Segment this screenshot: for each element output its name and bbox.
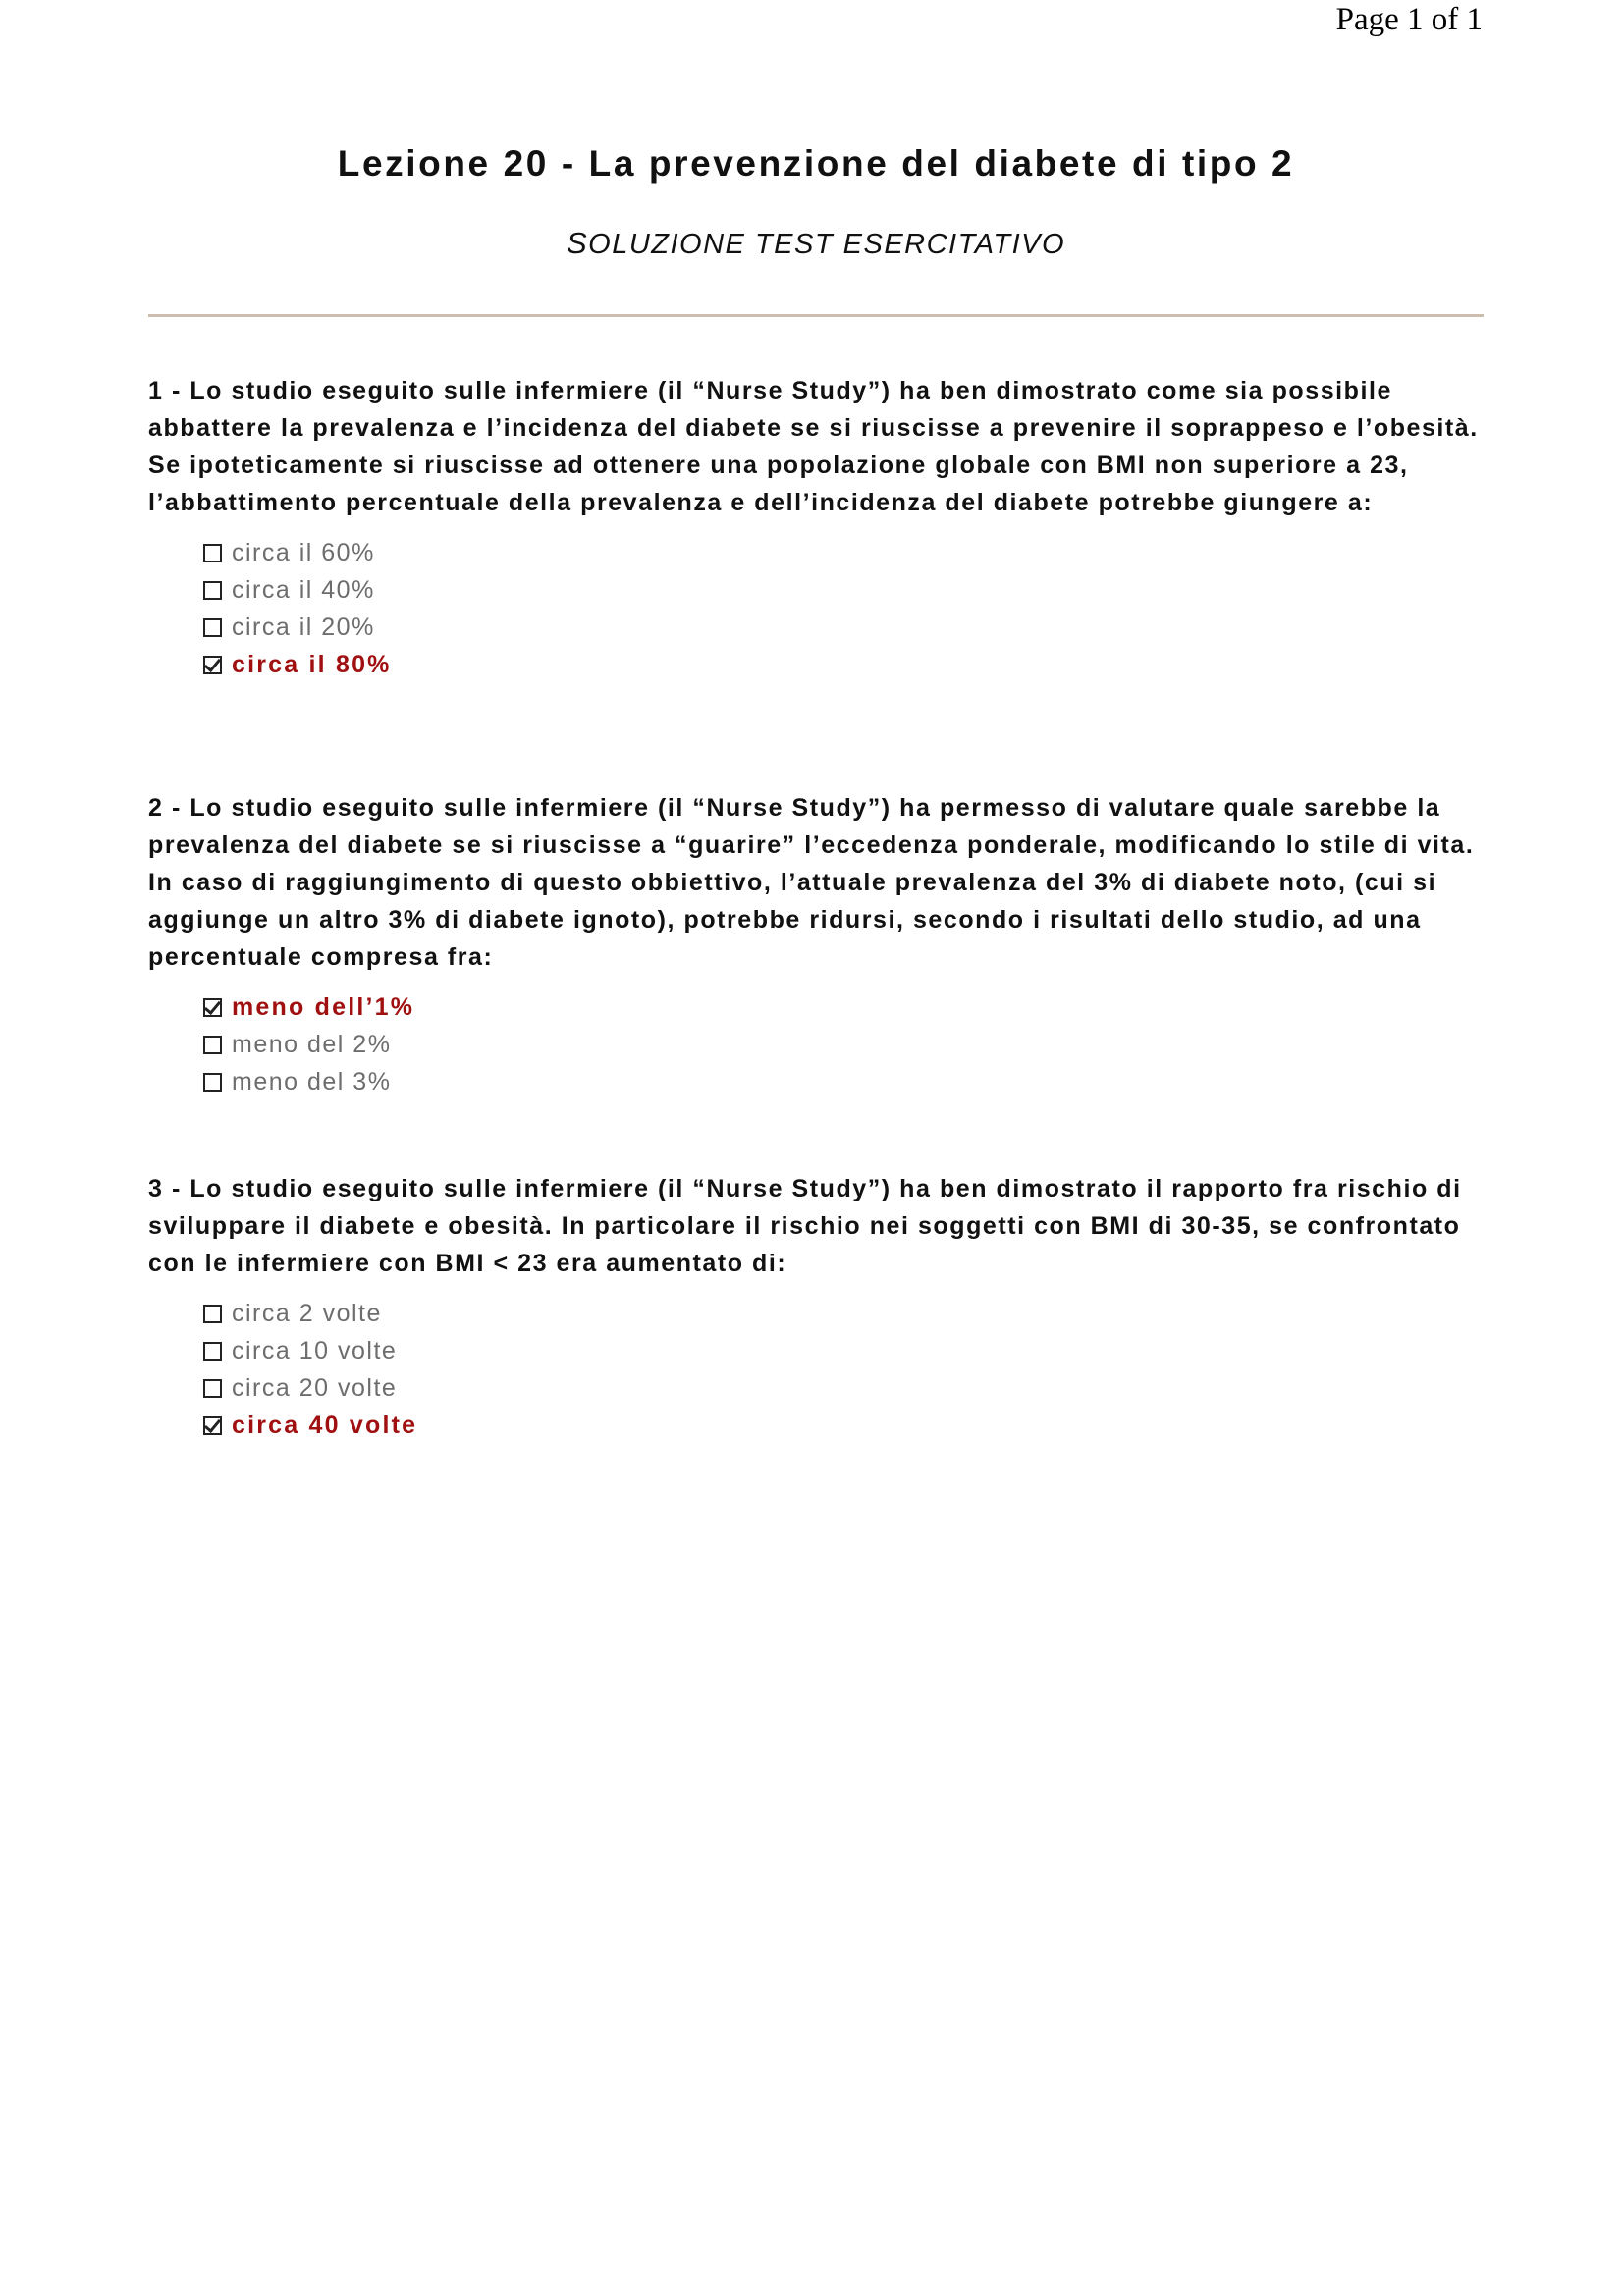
answer-label: meno del 3% xyxy=(232,1067,392,1095)
answer-option xyxy=(203,609,1493,646)
answer-option xyxy=(203,1369,1493,1407)
answer-label: circa il 40% xyxy=(232,575,375,604)
answer-label: circa 40 volte xyxy=(232,1411,418,1439)
checkmark-icon xyxy=(204,654,221,671)
answer-label: circa il 20% xyxy=(232,613,375,641)
answer-label: circa 2 volte xyxy=(232,1299,382,1327)
document-subtitle xyxy=(148,226,1484,261)
question-text: 3 - Lo studio eseguito sulle infermiere (il “Nurse Study”) ha ben dimostrato il rapporto fra rischio di sviluppare il diabete e obesità. In particolare il rischio nei soggetti con BMI di 30-35, se confrontato con le infermiere con BMI < 23 era aumentato di: xyxy=(148,1175,1462,1277)
question-3 xyxy=(148,1170,1493,1444)
subtitle-initial: S xyxy=(566,226,589,260)
answer-option xyxy=(203,1295,1493,1332)
correct-answer-option xyxy=(203,988,1493,1026)
answer-option xyxy=(203,1026,1493,1063)
checkbox-empty-icon xyxy=(203,581,222,600)
question-text: 1 - Lo studio eseguito sulle infermiere (il “Nurse Study”) ha ben dimostrato come sia possibile abbattere la prevalenza e l’incidenza del diabete se si riuscisse a prevenire il soprappeso e l’obesità. Se ipoteticamente si riuscisse ad ottenere una popolazione globale con BMI non superiore a 23, l’abbattimento percentuale della prevalenza e dell’incidenza del diabete potrebbe giungere a: xyxy=(148,377,1479,516)
answer-options xyxy=(148,988,1493,1100)
page-number: Page 1 of 1 xyxy=(1335,2,1483,37)
answer-option xyxy=(203,534,1493,571)
answer-label: circa il 60% xyxy=(232,538,375,566)
correct-answer-option xyxy=(203,1407,1493,1444)
checkbox-empty-icon xyxy=(203,1036,222,1054)
answer-label: meno dell’1% xyxy=(232,992,415,1021)
answer-label: meno del 2% xyxy=(232,1030,392,1058)
answer-label: circa 20 volte xyxy=(232,1373,398,1402)
answer-label: circa il 80% xyxy=(232,650,392,678)
answer-options xyxy=(148,1295,1493,1444)
answer-label: circa 10 volte xyxy=(232,1336,398,1364)
question-text: 2 - Lo studio eseguito sulle infermiere (il “Nurse Study”) ha permesso di valutare quale sarebbe la prevalenza del diabete se si riuscisse a “guarire” l’eccedenza ponderale, modificando lo stile di vita. In caso di raggiungimento di questo obbiettivo, l’attuale prevalenza del 3% di diabete noto, (cui si aggiunge un altro 3% di diabete ignoto), potrebbe ridursi, secondo i risultati dello studio, ad una percentuale compresa fra: xyxy=(148,794,1475,971)
title-divider xyxy=(148,314,1484,317)
answer-options xyxy=(148,534,1493,683)
checkbox-empty-icon xyxy=(203,1342,222,1361)
question-1 xyxy=(148,372,1493,683)
subtitle-rest: OLUZIONE TEST ESERCITATIVO xyxy=(588,229,1066,260)
checkmark-icon xyxy=(204,1415,221,1432)
checkbox-checked-icon xyxy=(203,998,222,1017)
document-title: Lezione 20 - La prevenzione del diabete di tipo 2 xyxy=(337,143,1295,184)
checkbox-checked-icon xyxy=(203,1416,222,1435)
checkbox-empty-icon xyxy=(203,1379,222,1398)
checkbox-empty-icon xyxy=(203,1073,222,1092)
answer-option xyxy=(203,1063,1493,1100)
checkbox-empty-icon xyxy=(203,1305,222,1323)
answer-option xyxy=(203,571,1493,609)
checkbox-empty-icon xyxy=(203,544,222,562)
correct-answer-option xyxy=(203,646,1493,683)
question-2 xyxy=(148,789,1493,1100)
checkmark-icon xyxy=(204,996,221,1014)
answer-option xyxy=(203,1332,1493,1369)
checkbox-empty-icon xyxy=(203,618,222,637)
checkbox-checked-icon xyxy=(203,656,222,674)
